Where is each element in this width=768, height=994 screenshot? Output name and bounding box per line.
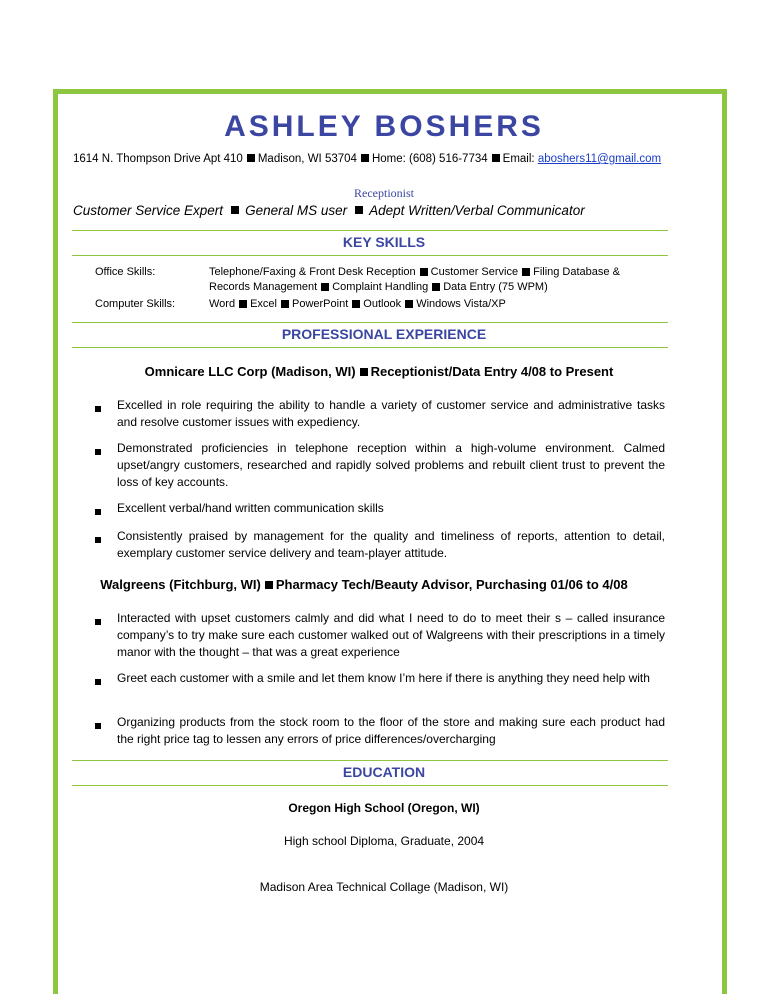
- tagline-item: General MS user: [245, 203, 348, 218]
- bullet-square-icon: [95, 723, 101, 729]
- email-label: Email:: [502, 153, 535, 165]
- tagline: [73, 203, 585, 218]
- bullet-text: Excelled in role requiring the ability to handle a variety of customer service and administrative tasks and resolve customer issues with expediency.: [117, 398, 665, 429]
- divider: [72, 255, 668, 256]
- separator-square-icon: [355, 206, 363, 214]
- bullet-text: Excellent verbal/hand written communication skills: [117, 501, 384, 515]
- skill-item: Windows Vista/XP: [416, 298, 506, 310]
- contact-line: [73, 153, 661, 165]
- skill-item: Filing Database &: [533, 266, 620, 278]
- skill-item: Customer Service: [430, 266, 519, 278]
- divider: [72, 230, 668, 231]
- separator-square-icon: [231, 206, 239, 214]
- skill-item: Complaint Handling: [332, 281, 429, 293]
- separator-square-icon: [265, 581, 273, 589]
- skill-item: Records Management: [209, 281, 318, 293]
- bullet-text: Consistently praised by management for the quality and timeliness of reports, attention to detail, exemplary customer service delivery and team-player attitude.: [117, 529, 665, 560]
- bullet-square-icon: [95, 509, 101, 515]
- bullet-square-icon: [95, 679, 101, 685]
- address: 1614 N. Thompson Drive Apt 410: [73, 153, 243, 165]
- bullet-text: Interacted with upset customers calmly and did what I need to do to meet their s – called insurance company’s to try make sure each customer walked out of Walgreens with their prescriptions in a timely manor with the thought – that was a great experience: [117, 611, 665, 659]
- bullet-square-icon: [95, 406, 101, 412]
- separator-square-icon: [321, 283, 329, 291]
- skill-item: Data Entry (75 WPM): [443, 281, 548, 293]
- skill-item: Excel: [250, 298, 277, 310]
- tagline-item: Customer Service Expert: [73, 203, 224, 218]
- separator-square-icon: [432, 283, 440, 291]
- separator-square-icon: [522, 268, 530, 276]
- employer: Omnicare LLC Corp (Madison, WI): [144, 364, 356, 379]
- bullet-text: Greet each customer with a smile and let them know I’m here if there is anything they need help with: [117, 671, 650, 685]
- skill-item: Outlook: [363, 298, 402, 310]
- separator-square-icon: [492, 154, 500, 162]
- employer: Walgreens (Fitchburg, WI): [100, 577, 261, 592]
- candidate-name: ASHLEY BOSHERS: [224, 110, 544, 143]
- divider: [72, 760, 668, 761]
- home-phone: Home: (608) 516-7734: [371, 153, 488, 165]
- job-title: Pharmacy Tech/Beauty Advisor, Purchasing 01/06 to 4/08: [275, 577, 628, 592]
- separator-square-icon: [420, 268, 428, 276]
- email-link[interactable]: aboshers11@gmail.com: [537, 153, 662, 165]
- office-skills-label: Office Skills:: [95, 266, 156, 278]
- computer-skills-label: Computer Skills:: [95, 298, 176, 310]
- bullet-text: Demonstrated proficiencies in telephone reception within a high-volume environment. Calmed upset/angry customers, researched and rapidly solved problems and rebuilt client trust to prevent the loss of key accounts.: [117, 441, 665, 489]
- separator-square-icon: [352, 300, 360, 308]
- skill-item: Telephone/Faxing & Front Desk Reception: [209, 266, 416, 278]
- computer-skills-line: [209, 298, 506, 310]
- separator-square-icon: [239, 300, 247, 308]
- degree: High school Diploma, Graduate, 2004: [283, 834, 485, 848]
- tagline-item: Adept Written/Verbal Communicator: [369, 203, 585, 218]
- office-skills-line2: [209, 281, 548, 293]
- city: Madison, WI 53704: [257, 153, 357, 165]
- job-header: [0, 364, 763, 379]
- job-title: Receptionist/Data Entry 4/08 to Present: [370, 364, 614, 379]
- divider: [72, 785, 668, 786]
- school-name: Oregon High School (Oregon, WI): [288, 801, 480, 815]
- bullet-square-icon: [95, 449, 101, 455]
- separator-square-icon: [360, 368, 368, 376]
- bullet-square-icon: [95, 537, 101, 543]
- divider: [72, 347, 668, 348]
- school-name: Madison Area Technical Collage (Madison, WI): [259, 880, 509, 894]
- skill-item: PowerPoint: [292, 298, 349, 310]
- separator-square-icon: [247, 154, 255, 162]
- separator-square-icon: [361, 154, 369, 162]
- bullet-text: Organizing products from the stock room to the floor of the store and making sure each product had the right price tag to lessen any errors of price differences/overcharging: [117, 715, 665, 746]
- job-header: [0, 577, 748, 592]
- role-title: Receptionist: [354, 186, 414, 200]
- skill-item: Word: [209, 298, 236, 310]
- section-heading-key-skills: KEY SKILLS: [342, 234, 426, 250]
- section-heading-education: EDUCATION: [342, 764, 426, 780]
- bullet-square-icon: [95, 619, 101, 625]
- section-heading-experience: PROFESSIONAL EXPERIENCE: [281, 326, 487, 342]
- office-skills-line1: [209, 266, 620, 278]
- divider: [72, 322, 668, 323]
- separator-square-icon: [405, 300, 413, 308]
- separator-square-icon: [281, 300, 289, 308]
